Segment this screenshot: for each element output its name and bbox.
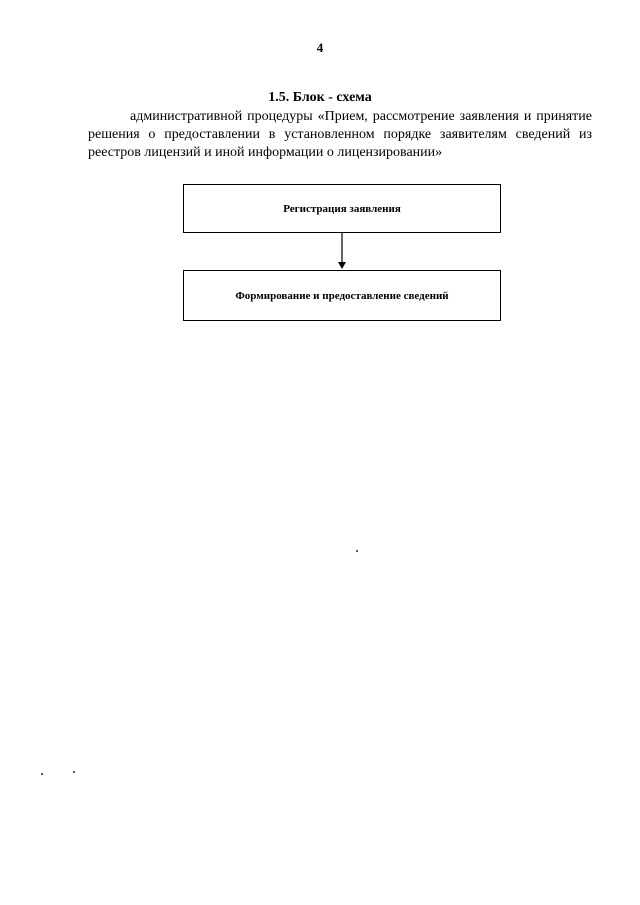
section-subtitle: административной процедуры «Прием, рассмотрение заявления и принятие решения о предоставлении в установленном порядке заявителям сведений из реестров лицензий и иной информации о лицензировании» (88, 109, 592, 160)
page-number: 4 (316, 40, 324, 55)
flowchart-step-label: Регистрация заявления (283, 202, 401, 215)
section-title: 1.5. Блок - схема (268, 90, 372, 105)
scan-speck (41, 773, 43, 775)
scan-speck (356, 550, 358, 552)
flowchart-step-registration (183, 184, 501, 233)
scan-speck (73, 771, 75, 773)
flowchart-step-label: Формирование и предоставление сведений (235, 289, 449, 302)
flowchart-arrow (335, 233, 349, 270)
flowchart-step-formation (183, 270, 501, 321)
